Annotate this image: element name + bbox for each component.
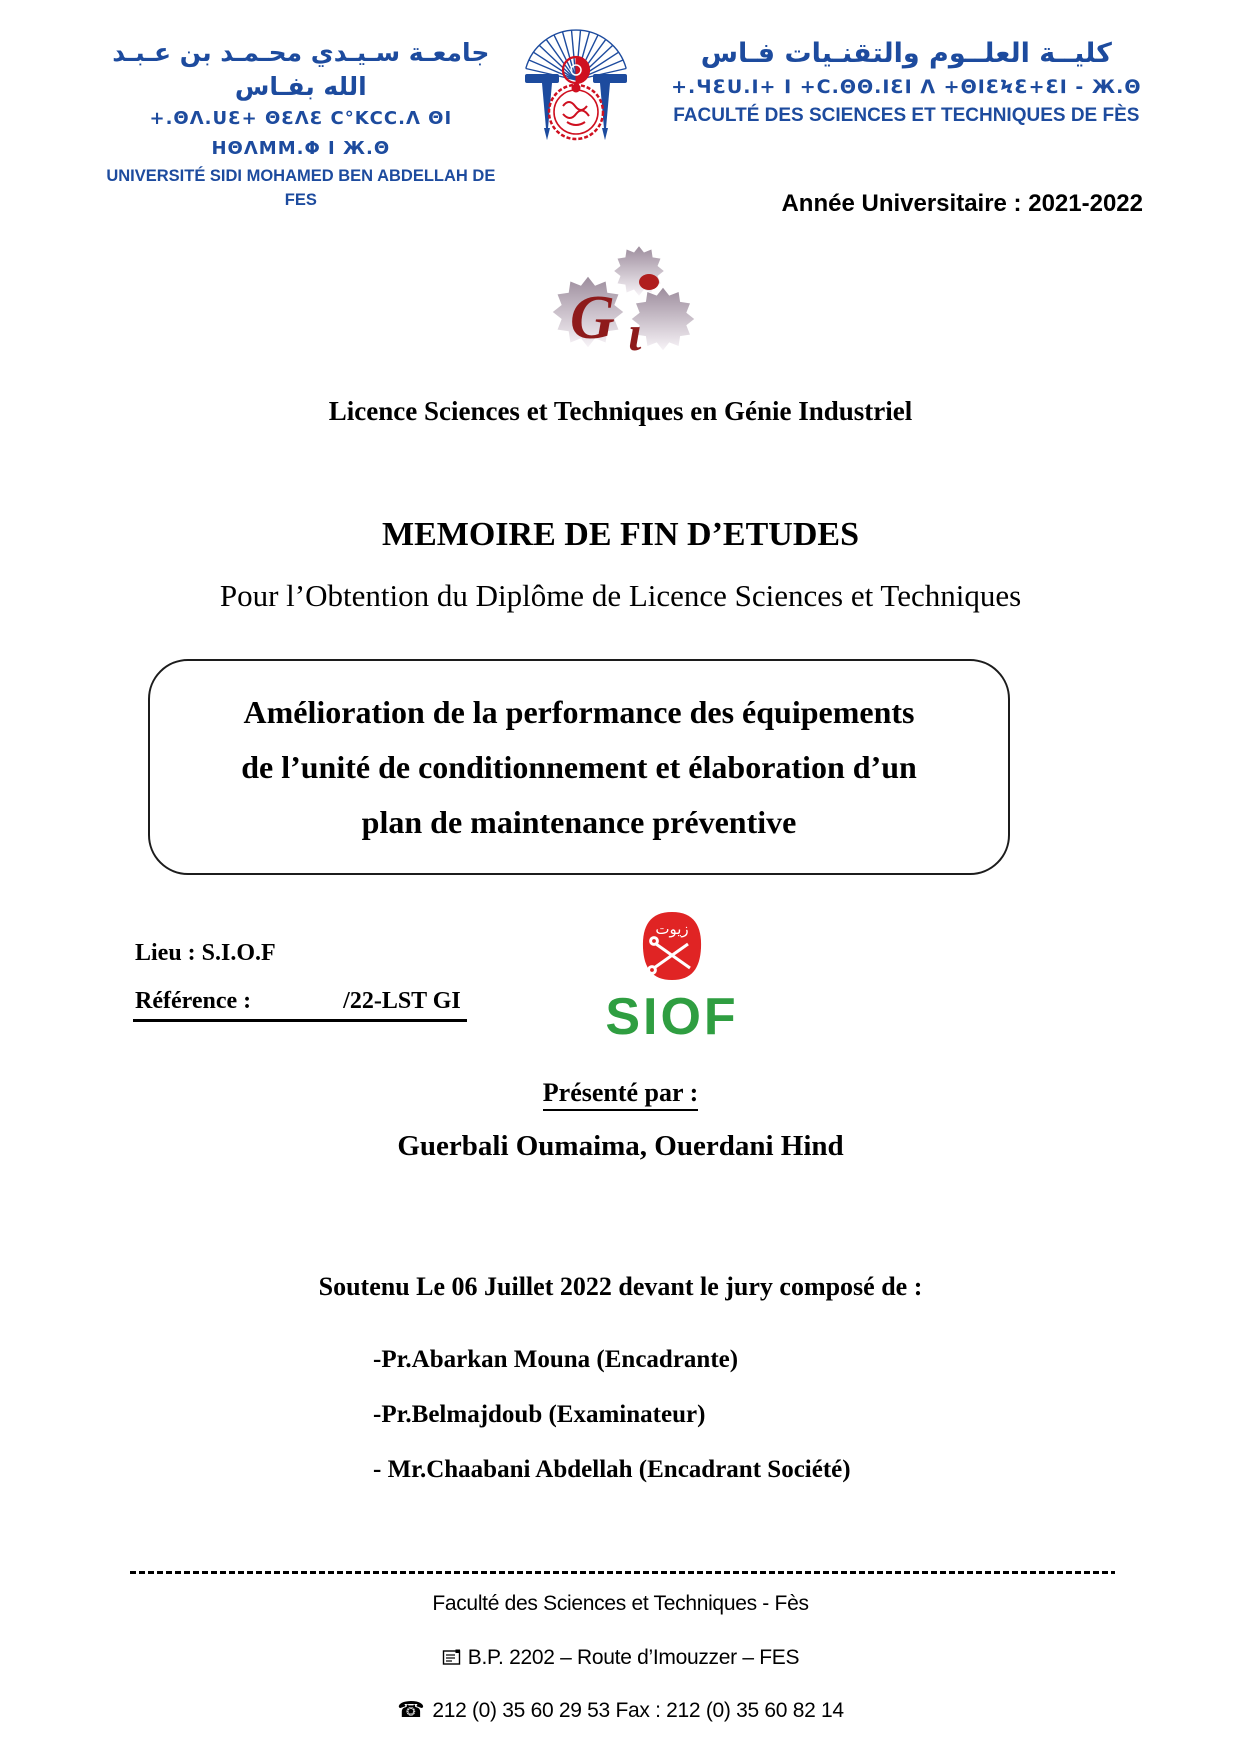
mail-icon bbox=[442, 1649, 462, 1667]
reference-label: Référence : bbox=[135, 988, 252, 1014]
thesis-title-line3: plan de maintenance préventive bbox=[361, 803, 797, 840]
faculty-name-latin: FACULTÉ DES SCIENCES ET TECHNIQUES DE FÈS bbox=[673, 105, 1140, 126]
faculty-name-tifinagh: +.ЧƐU.Ι+ Ι +C.ΘΘ.ΙƐΙ Λ +ΘΙƐϞƐ+ƐΙ - Ж.Θ bbox=[671, 76, 1142, 98]
thesis-title-line1: Amélioration de la performance des équipements bbox=[243, 693, 915, 730]
university-header bbox=[92, 22, 1171, 212]
footer-divider bbox=[130, 1571, 1115, 1574]
academic-year: Année Universitaire : 2021-2022 bbox=[781, 190, 1143, 217]
location-label: Lieu : S.I.O.F bbox=[135, 940, 276, 966]
author-names: Guerbali Oumaima, Ouerdani Hind bbox=[397, 1130, 844, 1162]
siof-wordmark: SIOF bbox=[605, 988, 739, 1044]
reference-line bbox=[133, 988, 467, 1022]
jury-member: -Pr.Belmajdoub (Examinateur) bbox=[373, 1401, 706, 1428]
footer-address: B.P. 2202 – Route d’Imouzzer – FES bbox=[0, 1646, 1241, 1670]
jury-list bbox=[373, 1332, 851, 1497]
memoire-subtitle: Pour l’Obtention du Diplôme de Licence Sciences et Techniques bbox=[219, 578, 1022, 613]
phone-icon: ☎ bbox=[397, 1698, 425, 1723]
university-name-tifinagh: +.ΘΛ.UƐ+ ΘƐΛƐ C°ΚCC.Λ ΘΙ ΗΘΛΜΜ.Φ Ι Ж.Θ bbox=[149, 108, 453, 159]
university-header-left bbox=[92, 22, 510, 212]
memoire-title: MEMOIRE DE FIN D’ETUDES bbox=[382, 516, 859, 553]
gi-letter-g: G bbox=[569, 284, 615, 352]
siof-arabic-text: زيوت bbox=[655, 920, 689, 938]
university-name-arabic: جامعـة سـيـدي محـمـد بن عـبـد الله بفـاس bbox=[112, 38, 490, 101]
footer-phone: ☎ 212 (0) 35 60 29 53 Fax : 212 (0) 35 60 82 14 bbox=[397, 1698, 844, 1723]
genie-industriel-logo bbox=[536, 246, 706, 366]
faculty-header-right bbox=[642, 22, 1171, 129]
thesis-title-line2: de l’unité de conditionnement et élaboration d’un bbox=[241, 748, 917, 785]
university-emblem-logo bbox=[510, 22, 642, 147]
presented-by-heading: Présenté par : bbox=[0, 1078, 1241, 1108]
faculty-name-arabic: كليــة العلــوم والتقنـيات فـاس bbox=[700, 38, 1112, 69]
thesis-title-box bbox=[148, 659, 1010, 875]
university-name-latin: UNIVERSITÉ SIDI MOHAMED BEN ABDELLAH DE FES bbox=[106, 167, 496, 209]
footer-faculty-name: Faculté des Sciences et Techniques - Fès bbox=[432, 1592, 809, 1615]
gi-letter-i: ι bbox=[627, 305, 642, 361]
reference-value: /22-LST GI bbox=[343, 988, 461, 1014]
program-name: Licence Sciences et Techniques en Génie Industriel bbox=[328, 396, 913, 426]
defense-intro: Soutenu Le 06 Juillet 2022 devant le jury composé de : bbox=[318, 1272, 923, 1301]
jury-member: - Mr.Chaabani Abdellah (Encadrant Société) bbox=[373, 1456, 851, 1483]
siof-company-logo bbox=[592, 906, 752, 1044]
jury-member: -Pr.Abarkan Mouna (Encadrante) bbox=[373, 1346, 739, 1373]
